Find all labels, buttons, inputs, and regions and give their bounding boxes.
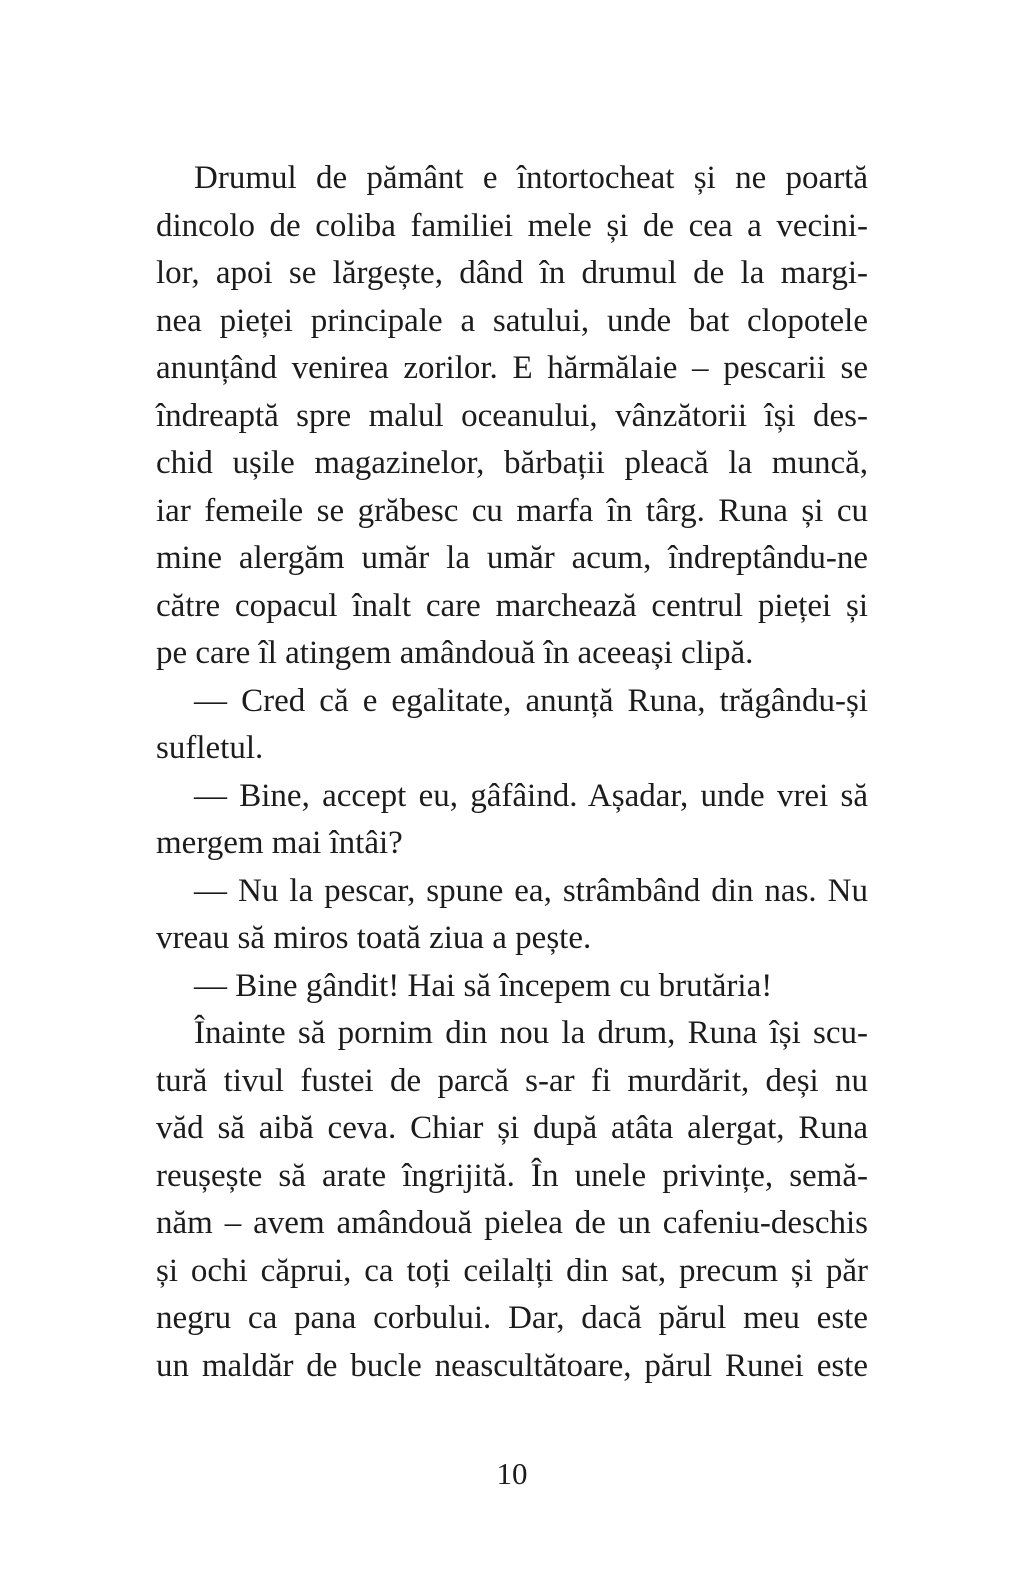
text-line: chid ușile magazinelor, bărbații pleacă la muncă,: [156, 445, 868, 481]
text-line: îndreaptă spre malul oceanului, vânzătorii își des-: [156, 397, 868, 434]
text-line: — Nu la pescar, spune ea, strâmbând din nas. Nu: [194, 872, 868, 909]
text-line: reușește să arate îngrijită. În unele privințe, semă-: [156, 1157, 868, 1194]
text-line: năm – avem amândouă pielea de un cafeniu-deschis: [156, 1205, 868, 1241]
text-line: Înainte să pornim din nou la drum, Runa își scu-: [194, 1015, 868, 1051]
text-line: văd să aibă ceva. Chiar și după atâta alergat, Runa: [156, 1110, 868, 1146]
text-line: tură tivul fustei de parcă s-ar fi murdărit, deși nu: [156, 1062, 868, 1099]
text-line: mine alergăm umăr la umăr acum, îndreptându-ne: [156, 540, 868, 576]
text-line: mergem mai întâi?: [156, 825, 403, 861]
text-line: sufletul.: [156, 730, 264, 766]
text-line: — Bine gândit! Hai să începem cu brutăria!: [194, 967, 773, 1004]
body-text: [156, 155, 868, 1390]
text-line: — Cred că e egalitate, anunță Runa, trăgându-și: [194, 682, 868, 719]
text-line: negru ca pana corbului. Dar, dacă părul meu este: [156, 1300, 868, 1336]
text-line: pe care îl atingem amândouă în aceeași clipă.: [156, 635, 754, 671]
text-line: dincolo de coliba familiei mele și de cea a vecini-: [156, 207, 868, 244]
text-line: și ochi căprui, ca toți ceilalți din sat, precum și păr: [156, 1252, 868, 1289]
page-number: 10: [496, 1456, 528, 1491]
text-line: un maldăr de bucle neascultătoare, părul Runei este: [156, 1347, 868, 1384]
text-line: anunțând venirea zorilor. E hărmălaie – pescarii se: [156, 350, 868, 386]
text-line: Drumul de pământ e întortocheat și ne poartă: [194, 160, 868, 196]
text-line: nea pieței principale a satului, unde bat clopotele: [156, 302, 868, 339]
text-line: lor, apoi se lărgește, dând în drumul de la margi-: [156, 255, 868, 291]
text-line: vreau să miros toată ziua a pește.: [156, 920, 592, 956]
text-line: — Bine, accept eu, gâfâind. Așadar, unde vrei să: [194, 777, 868, 814]
text-line: iar femeile se grăbesc cu marfa în târg. Runa și cu: [156, 492, 868, 529]
text-line: către copacul înalt care marchează centrul pieței și: [156, 587, 868, 624]
